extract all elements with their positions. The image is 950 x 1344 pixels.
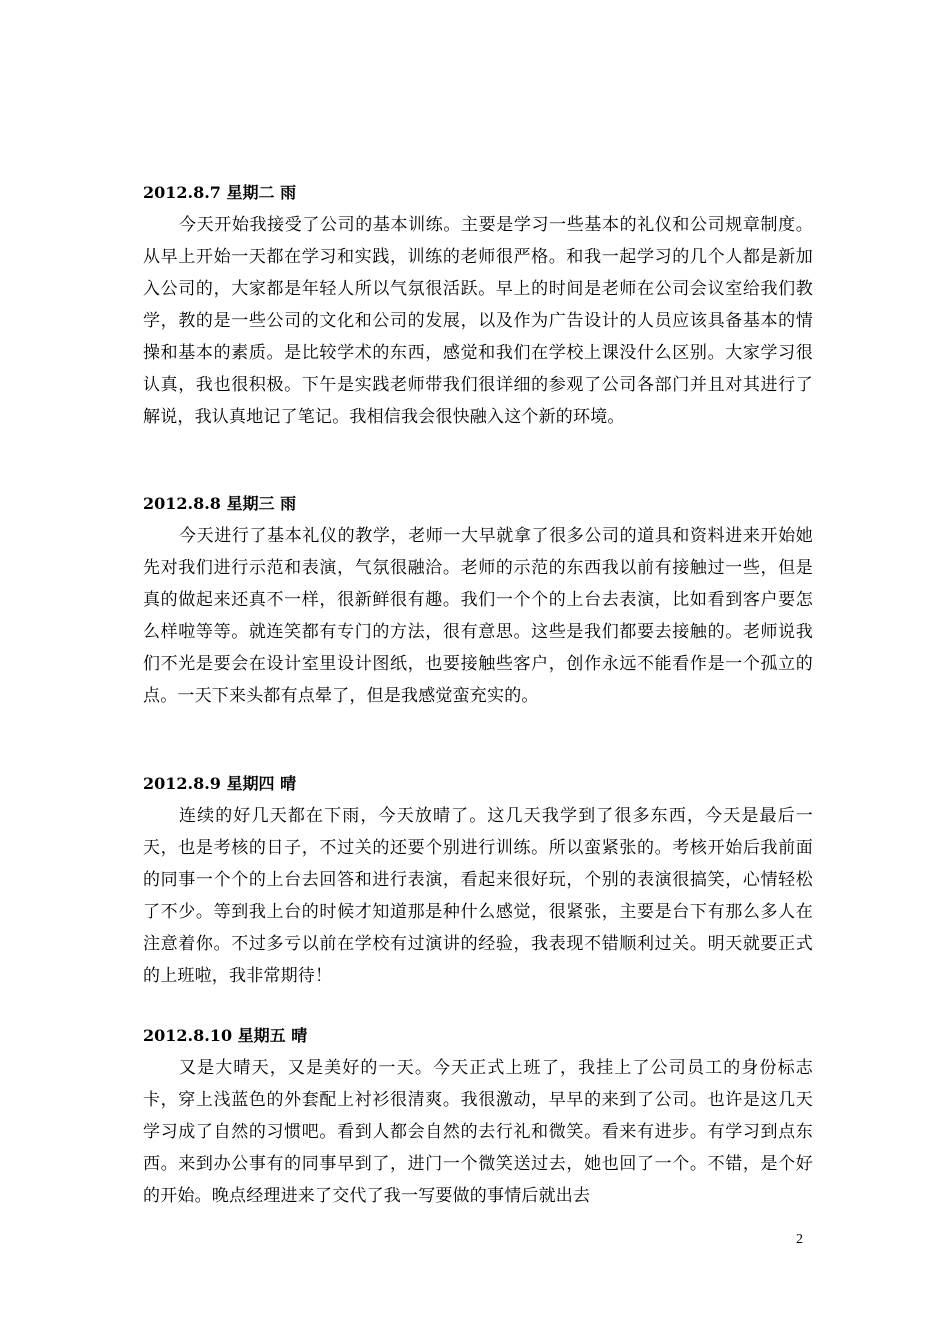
page-number: 2 [796, 1232, 803, 1247]
diary-entry-2012-8-7 [143, 183, 813, 433]
entry-body: 今天开始我接受了公司的基本训练。主要是学习一些基本的礼仪和公司规章制度。从早上开始一天都在学习和实践，训练的老师很严格。和我一起学习的几个人都是新加入公司的，大家都是年轻人所以气氛很活跃。早上的时间是老师在公司会议室给我们教学，教的是一些公司的文化和公司的发展，以及作为广告设计的人员应该具备基本的情操和基本的素质。是比较学术的东西，感觉和我们在学校上课没什么区别。大家学习很认真，我也很积极。下午是实践老师带我们很详细的参观了公司各部门并且对其进行了解说，我认真地记了笔记。我相信我会很快融入这个新的环境。 [143, 215, 813, 427]
diary-entry-2012-8-9 [143, 774, 813, 992]
entry-body: 连续的好几天都在下雨，今天放晴了。这几天我学到了很多东西，今天是最后一天，也是考核的日子，不过关的还要个别进行训练。所以蛮紧张的。考核开始后我前面的同事一个个的上台去回答和进行表演，看起来很好玩，个别的表演很搞笑，心情轻松了不少。等到我上台的时候才知道那是种什么感觉，很紧张，主要是台下有那么多人在注意着你。不过多亏以前在学校有过演讲的经验，我表现不错顺利过关。明天就要正式的上班啦，我非常期待！ [143, 806, 813, 986]
entry-body: 今天进行了基本礼仪的教学，老师一大早就拿了很多公司的道具和资料进来开始她先对我们进行示范和表演，气氛很融洽。老师的示范的东西我以前有接触过一些，但是真的做起来还真不一样，很新鲜很有趣。我们一个个的上台去表演，比如看到客户要怎么样啦等等。就连笑都有专门的方法，很有意思。这些是我们都要去接触的。老师说我们不光是要会在设计室里设计图纸，也要接触些客户，创作永远不能看作是一个孤立的点。一天下来头都有点晕了，但是我感觉蛮充实的。 [143, 526, 813, 706]
entry-heading: 2012.8.10 星期五 晴 [143, 1026, 308, 1045]
entry-heading: 2012.8.8 星期三 雨 [143, 494, 297, 513]
diary-entry-2012-8-8 [143, 494, 813, 712]
entry-body: 又是大晴天，又是美好的一天。今天正式上班了，我挂上了公司员工的身份标志卡，穿上浅蓝色的外套配上衬衫很清爽。我很激动，早早的来到了公司。也许是这几天学习成了自然的习惯吧。看到人都会自然的去行礼和微笑。看来有进步。有学习到点东西。来到办公事有的同事早到了，进门一个微笑送过去，她也回了一个。不错，是个好的开始。晚点经理进来了交代了我一写要做的事情后就出去 [143, 1058, 813, 1206]
entry-heading: 2012.8.9 星期四 晴 [143, 774, 297, 793]
diary-entry-2012-8-10 [143, 1026, 813, 1212]
entry-heading: 2012.8.7 星期二 雨 [143, 183, 297, 202]
